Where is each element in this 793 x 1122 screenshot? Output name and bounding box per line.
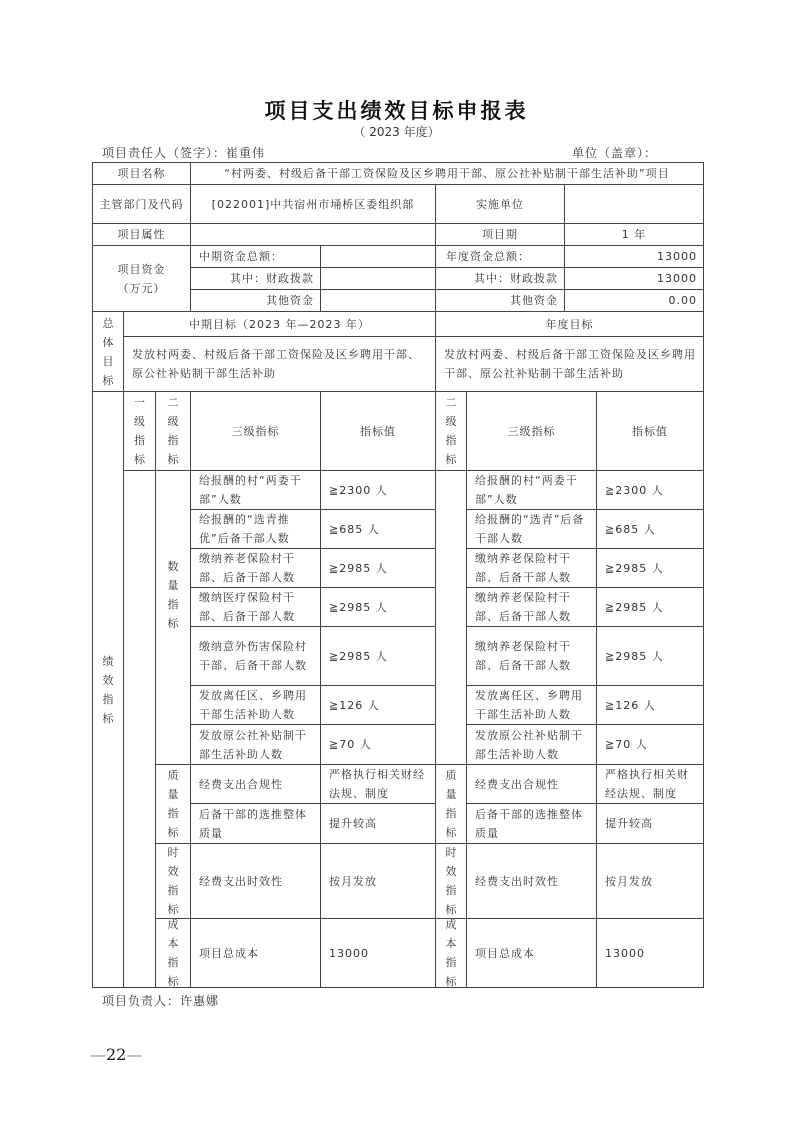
year-indicator-name: 发放原公社补贴制干部生活补助人数 [466, 724, 597, 765]
page-number-text: 22 [106, 1045, 127, 1064]
mid-indicator-name: 发放离任区、乡聘用干部生活补助人数 [190, 685, 321, 725]
impl-unit-label: 实施单位 [435, 184, 565, 224]
mid-indicator-value: ≧685 人 [320, 509, 436, 549]
year-group-timeliness [435, 843, 467, 919]
year-indicator-name: 项目总成本 [466, 918, 597, 988]
project-name-value: “村两委、村级后备干部工资保险及区乡聘用干部、原公社补贴制干部生活补助”项目 [190, 162, 704, 185]
year-indicator-name: 缴纳养老保险村干部、后备干部人数 [466, 548, 597, 588]
year-group-timeliness-text: 时效指标 [445, 846, 458, 916]
indicators-label [92, 391, 124, 988]
mid-indicator-name: 后备干部的选推整体质量 [190, 803, 321, 844]
mid-other-label: 其他资金 [190, 289, 321, 312]
year-indicator-value: 按月发放 [596, 843, 704, 919]
year-indicator-value: ≧2985 人 [596, 626, 704, 686]
group-timeliness [155, 843, 191, 919]
mid-indicator-value: ≧126 人 [320, 685, 436, 725]
year-group-quality-text: 质量指标 [445, 769, 458, 839]
attr-label: 项目属性 [92, 223, 191, 246]
page-title: 项目支出绩效目标申报表 [264, 98, 529, 123]
year-group-cost-text: 成本指标 [445, 918, 458, 988]
mid-fiscal-label: 其中：财政拨款 [190, 267, 321, 290]
level2-header-text: 二级指标 [167, 396, 180, 466]
year-indicator-value: ≧2300 人 [596, 470, 704, 510]
dept-label: 主管部门及代码 [92, 184, 191, 224]
mid-indicator-value: ≧70 人 [320, 724, 436, 765]
page-dash-right: — [126, 1045, 143, 1064]
year-group-cost [435, 918, 467, 988]
group-quantity-text: 数量指标 [167, 560, 180, 630]
year-indicator-name: 给报酬的村“两委干部”人数 [466, 470, 597, 510]
group-timeliness-text: 时效指标 [167, 846, 180, 916]
mid-total-value [320, 245, 436, 268]
goals-label-text: 总体目标 [102, 316, 115, 387]
project-name-label: 项目名称 [92, 162, 191, 185]
level1-cell [123, 470, 156, 988]
attr-value [190, 223, 436, 246]
mid-indicator-name: 缴纳医疗保险村干部、后备干部人数 [190, 587, 321, 627]
year-indicator-name: 经费支出合规性 [466, 764, 597, 804]
group-quantity [155, 470, 191, 765]
responsible-person: 项目责任人（签字）：崔重伟 [102, 146, 266, 160]
indicators-label-text: 绩效指标 [102, 654, 115, 725]
mid-indicator-value: 提升较高 [320, 803, 436, 844]
year-indicator-name: 后备干部的选推整体质量 [466, 803, 597, 844]
mid-goal-text: 发放村两委、村级后备干部工资保险及区乡聘用干部、原公社补贴制干部生活补助 [123, 336, 436, 392]
mid-indicator-value: ≧2300 人 [320, 470, 436, 510]
year-indicator-name: 缴纳养老保险村干部、后备干部人数 [466, 587, 597, 627]
mid-indicator-value: 按月发放 [320, 843, 436, 919]
mid-indicator-value: ≧2985 人 [320, 587, 436, 627]
year-indicator-value: ≧126 人 [596, 685, 704, 725]
mid-other-value [320, 289, 436, 312]
year-indicator-value: 13000 [596, 918, 704, 988]
fiscal-year: （ 2023 年度） [353, 125, 440, 139]
mid-indicator-value: 13000 [320, 918, 436, 988]
year-indicator-value: ≧2985 人 [596, 587, 704, 627]
year-level2-header [435, 391, 467, 471]
mid-indicator-name: 经费支出时效性 [190, 843, 321, 919]
mid-indicator-value: ≧2985 人 [320, 548, 436, 588]
year-level3-header: 三级指标 [466, 391, 597, 471]
mid-goal-header: 中期目标（2023 年—2023 年） [123, 311, 436, 337]
year-group-quality [435, 764, 467, 844]
mid-indicator-name: 给报酬的村“两委干部”人数 [190, 470, 321, 510]
group-cost [155, 918, 191, 988]
mid-indicator-name: 经费支出合规性 [190, 764, 321, 804]
mid-indicator-name: 发放原公社补贴制干部生活补助人数 [190, 724, 321, 765]
funding-label: 项目资金（万元） [92, 245, 191, 312]
year-goal-header: 年度目标 [435, 311, 704, 337]
year-indicator-value: ≧2985 人 [596, 548, 704, 588]
group-quality-text: 质量指标 [167, 769, 180, 839]
year-value-header: 指标值 [596, 391, 704, 471]
period-label: 项目期 [435, 223, 565, 246]
level2-header [155, 391, 191, 471]
year-indicator-value: 提升较高 [596, 803, 704, 844]
mid-indicator-name: 缴纳养老保险村干部、后备干部人数 [190, 548, 321, 588]
mid-indicator-name: 给报酬的“选青推优”后备干部人数 [190, 509, 321, 549]
year-group-quantity [435, 470, 467, 765]
year-indicator-name: 经费支出时效性 [466, 843, 597, 919]
mid-indicator-value: ≧2985 人 [320, 626, 436, 686]
year-fiscal-value: 13000 [564, 267, 704, 290]
period-value: 1 年 [564, 223, 704, 246]
page-number [90, 1045, 142, 1064]
year-indicator-name: 给报酬的“选青”后备干部人数 [466, 509, 597, 549]
year-level2-header-text: 二级指标 [445, 396, 458, 466]
mid-fiscal-value [320, 267, 436, 290]
mid-indicator-value: 严格执行相关财经法规、制度 [320, 764, 436, 804]
project-lead: 项目负责人：许惠娜 [102, 994, 220, 1008]
level3-header: 三级指标 [190, 391, 321, 471]
year-indicator-value: ≧70 人 [596, 724, 704, 765]
level1-header [123, 391, 156, 471]
unit-seal: 单位（盖章）： [572, 146, 658, 160]
year-indicator-value: 严格执行相关财经法规、制度 [596, 764, 704, 804]
year-total-value: 13000 [564, 245, 704, 268]
goals-label [92, 311, 124, 392]
year-total-label: 年度资金总额： [435, 245, 565, 268]
year-indicator-value: ≧685 人 [596, 509, 704, 549]
year-indicator-name: 发放离任区、乡聘用干部生活补助人数 [466, 685, 597, 725]
level1-header-text: 一级指标 [134, 396, 146, 466]
mid-total-label: 中期资金总额： [190, 245, 321, 268]
group-quality [155, 764, 191, 844]
year-fiscal-label: 其中：财政拨款 [435, 267, 565, 290]
impl-unit-value [564, 184, 704, 224]
year-other-label: 其他资金 [435, 289, 565, 312]
year-goal-text: 发放村两委、村级后备干部工资保险及区乡聘用干部、原公社补贴制干部生活补助 [435, 336, 704, 392]
value-header: 指标值 [320, 391, 436, 471]
year-other-value: 0.00 [564, 289, 704, 312]
mid-indicator-name: 项目总成本 [190, 918, 321, 988]
mid-indicator-name: 缴纳意外伤害保险村干部、后备干部人数 [190, 626, 321, 686]
page-dash-left: — [90, 1045, 106, 1064]
group-cost-text: 成本指标 [167, 918, 180, 988]
dept-value: [022001]中共宿州市埇桥区委组织部 [190, 184, 436, 224]
year-indicator-name: 缴纳养老保险村干部、后备干部人数 [466, 626, 597, 686]
